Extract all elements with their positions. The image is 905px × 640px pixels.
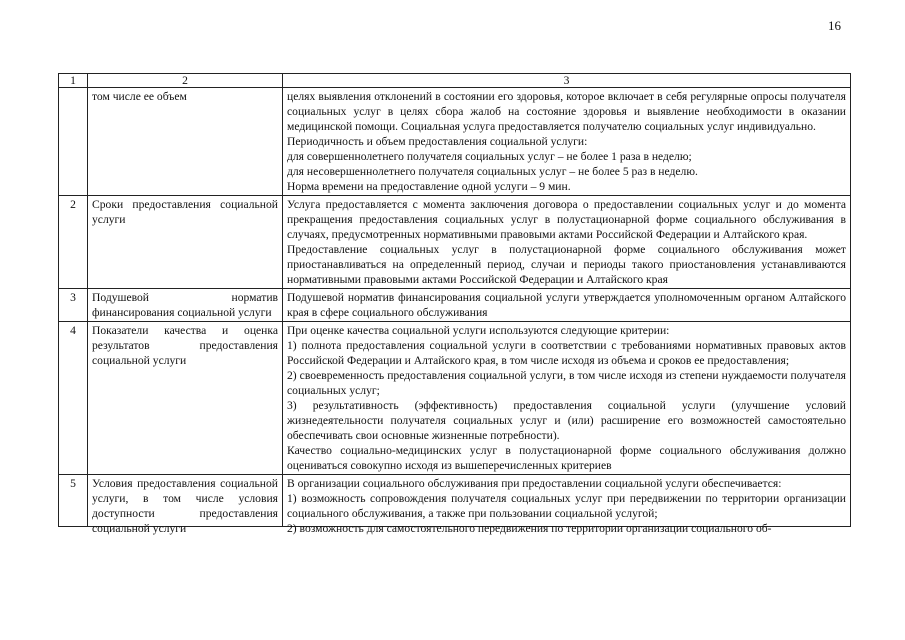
description-paragraph: для совершеннолетнего получателя социальных услуг – не более 1 раза в неделю; xyxy=(287,150,692,163)
row-name-text: Условия предоставления социальной услуги, в том числе условия доступности предоставления социальной услуги xyxy=(92,477,278,535)
table-row xyxy=(59,475,851,527)
column-number-1: 1 xyxy=(59,74,88,88)
description-paragraph: 1) возможность сопровождения получателя социальных услуг при передвижении по территории организации социального обслуживания, а также при пользовании социальной услугой; xyxy=(287,492,846,520)
description-paragraph: В организации социального обслуживания при предоставлении социальной услуги обеспечивается: xyxy=(287,477,782,490)
description-paragraph: 2) возможность для самостоятельного передвижения по территории организации социального об- xyxy=(287,522,772,535)
row-number: 2 xyxy=(59,196,88,289)
description-paragraph: Норма времени на предоставление одной услуги – 9 мин. xyxy=(287,180,571,193)
description-paragraph: Качество социально-медицинских услуг в полустационарной форме социального обслуживания должно оцениваться совокупно исходя из вышеперечисленных критериев xyxy=(287,444,846,472)
description-paragraph: 3) результативность (эффективность) предоставления социальной услуги (улучшение условий жизнедеятельности получателя социальных услуг и (или) расширение его возможностей самостоятельно обеспечивать свои основные жизненные потребности). xyxy=(287,399,846,442)
description-paragraph: При оценке качества социальной услуги используются следующие критерии: xyxy=(287,324,670,337)
services-table xyxy=(58,73,851,535)
row-name: Сроки предоставления социальной услуги xyxy=(88,196,283,289)
description-paragraph: 2) своевременность предоставления социальной услуги, в том числе исходя из степени нуждаемости получателя социальных услуг; xyxy=(287,369,846,397)
row-description-clip xyxy=(287,476,846,535)
table-row xyxy=(59,88,851,196)
description-paragraph: 1) полнота предоставления социальной услуги в соответствии с требованиями нормативных правовых актов Российской Федерации и Алтайского края, в том числе исходя из объема и сроков ее предоставления; xyxy=(287,339,846,367)
table-row xyxy=(59,289,851,322)
column-number-3: 3 xyxy=(283,74,851,88)
table-row xyxy=(59,322,851,475)
page-number: 16 xyxy=(828,18,841,33)
row-name: Показатели качества и оценка результатов предоставления социальной услуги xyxy=(88,322,283,475)
description-paragraph: для несовершеннолетнего получателя социальных услуг – не более 5 раз в неделю. xyxy=(287,165,698,178)
description-paragraph: Периодичность и объем предоставления социальной услуги: xyxy=(287,135,588,148)
description-paragraph: целях выявления отклонений в состоянии его здоровья, которое включает в себя регулярные опросы получателя социальных услуг в целях сбора жалоб на состояние здоровья и выявление необходимости в оказании медицинской помощи. Социальная услуга предоставляется получателю социальных услуг индивидуально. xyxy=(287,90,846,133)
row-description xyxy=(283,196,851,289)
row-name xyxy=(88,475,283,535)
row-description xyxy=(283,88,851,196)
table-row xyxy=(59,196,851,289)
row-number: 4 xyxy=(59,322,88,475)
row-number: 5 xyxy=(59,475,88,527)
row-description xyxy=(283,475,851,535)
description-paragraph: Услуга предоставляется с момента заключения договора о предоставлении социальных услуг и до момента прекращения предоставления социальных услуг в полустационарной форме социального обслуживания в случаях, предусмотренных нормативными правовыми актами Российской Федерации и Алтайского края. xyxy=(287,198,846,241)
row-name: том числе ее объем xyxy=(88,88,283,196)
row-name: Подушевой норматив финансирования социальной услуги xyxy=(88,289,283,322)
description-paragraph: Предоставление социальных услуг в полустационарной форме социального обслуживания может приостанавливаться на определенный период, случаи и периоды такого приостановления устанавливаются нормативными правовыми актами Российской Федерации и Алтайского края xyxy=(287,243,846,286)
description-paragraph: Подушевой норматив финансирования социальной услуги утверждается уполномоченным органом Алтайского края в сфере социального обслуживания xyxy=(287,291,846,319)
column-number-2: 2 xyxy=(88,74,283,88)
row-description xyxy=(283,322,851,475)
row-number xyxy=(59,88,88,196)
row-number: 3 xyxy=(59,289,88,322)
row-description xyxy=(283,289,851,322)
table-header-row xyxy=(59,74,851,88)
